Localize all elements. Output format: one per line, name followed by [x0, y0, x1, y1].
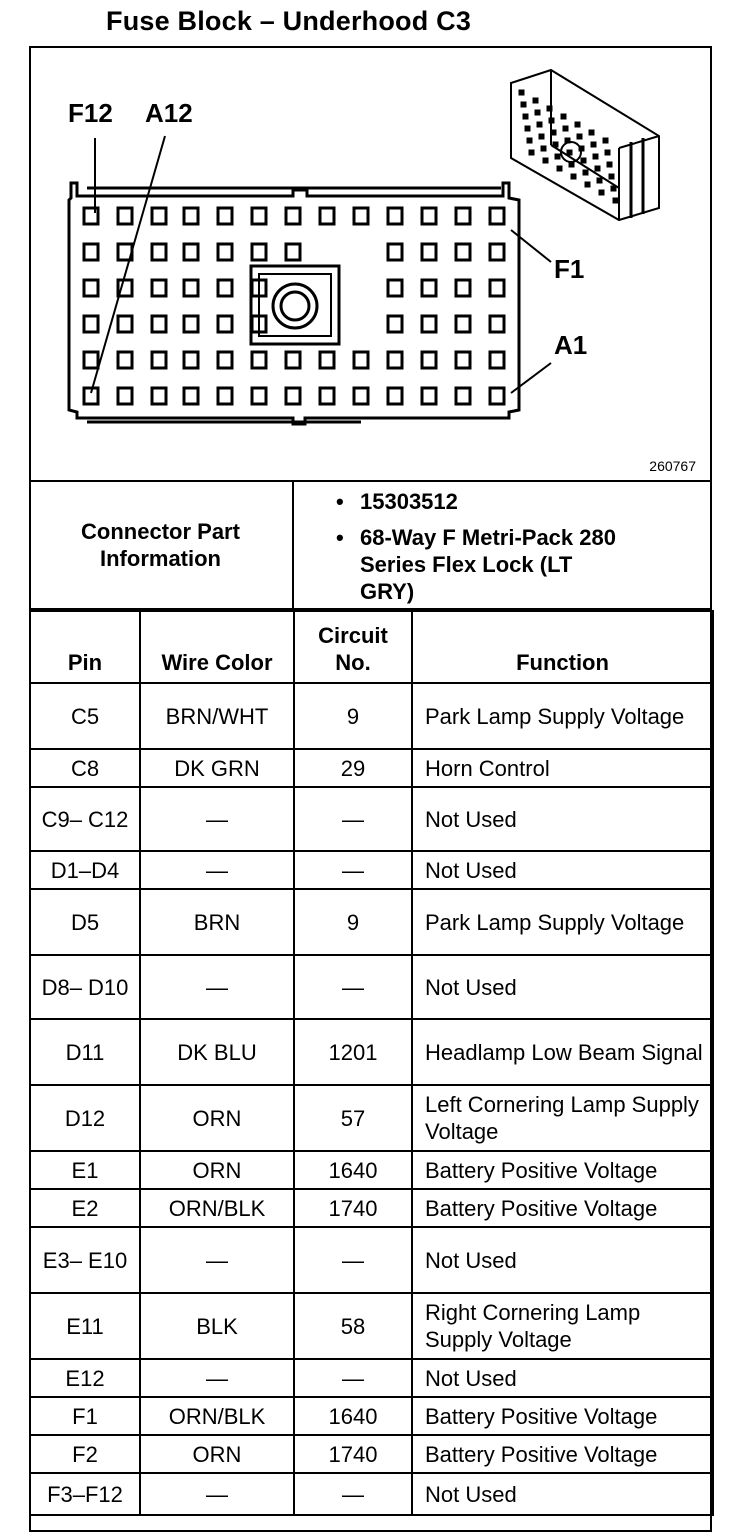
- wire-color-cell: —: [140, 1359, 294, 1397]
- pin-cavity: [184, 244, 198, 260]
- pin-cell: F1: [30, 1397, 140, 1435]
- pin-cavity: [388, 244, 402, 260]
- pin-cavity: [320, 388, 334, 404]
- pin-cavity: [286, 208, 300, 224]
- iso-cavity: [543, 158, 548, 163]
- pin-cavity: [490, 388, 504, 404]
- pin-cavity: [490, 244, 504, 260]
- pin-cell: D8– D10: [30, 955, 140, 1019]
- iso-cavity: [533, 98, 538, 103]
- pin-cavity: [388, 280, 402, 296]
- pin-cavity: [490, 280, 504, 296]
- iso-cavity: [539, 134, 544, 139]
- pin-cavity: [490, 208, 504, 224]
- circuit-cell: 57: [294, 1085, 412, 1151]
- pin-cavity: [286, 244, 300, 260]
- circuit-cell: —: [294, 1227, 412, 1293]
- pin-cavity: [118, 388, 132, 404]
- iso-cavity: [609, 174, 614, 179]
- table-row: [30, 787, 713, 851]
- pin-cell: D12: [30, 1085, 140, 1151]
- figure-id: 260767: [649, 458, 696, 474]
- iso-cavity: [523, 114, 528, 119]
- iso-cavity: [529, 150, 534, 155]
- pin-cavity: [152, 280, 166, 296]
- pin-cavity: [184, 280, 198, 296]
- iso-cavity: [547, 106, 552, 111]
- pin-cavity: [252, 208, 266, 224]
- iso-cavity: [613, 198, 618, 203]
- pin-cavity: [388, 388, 402, 404]
- wire-color-cell: ORN/BLK: [140, 1189, 294, 1227]
- iso-cavity: [575, 122, 580, 127]
- pin-cavity: [354, 352, 368, 368]
- col-wire-color-header: Wire Color: [140, 611, 294, 683]
- pin-cavity: [354, 388, 368, 404]
- pin-cell: D5: [30, 889, 140, 955]
- pin-cavity: [152, 352, 166, 368]
- col-function-header: Function: [412, 611, 713, 683]
- wire-color-cell: —: [140, 1473, 294, 1515]
- circuit-cell: —: [294, 1473, 412, 1515]
- table-row: [30, 1473, 713, 1515]
- pin-cavity: [252, 244, 266, 260]
- iso-cavity: [603, 138, 608, 143]
- iso-cavity: [553, 142, 558, 147]
- connector-part-info: [29, 480, 712, 610]
- wire-color-cell: —: [140, 955, 294, 1019]
- iso-cavity: [567, 150, 572, 155]
- pin-cavity: [118, 208, 132, 224]
- pin-cavity: [320, 352, 334, 368]
- pin-cavity: [388, 208, 402, 224]
- function-cell: Horn Control: [412, 749, 713, 787]
- iso-cavity: [591, 142, 596, 147]
- wire-color-cell: —: [140, 1227, 294, 1293]
- wire-color-cell: BRN: [140, 889, 294, 955]
- table-row: [30, 1085, 713, 1151]
- table-row: [30, 1293, 713, 1359]
- function-cell: Left Cornering Lamp Supply Voltage: [412, 1085, 713, 1151]
- pin-cavity: [456, 388, 470, 404]
- pin-cavity: [218, 208, 232, 224]
- iso-cavity: [589, 130, 594, 135]
- pin-cavity: [422, 316, 436, 332]
- pin-cavity: [456, 316, 470, 332]
- pin-cavity: [118, 352, 132, 368]
- circuit-cell: —: [294, 1359, 412, 1397]
- function-cell: Battery Positive Voltage: [412, 1151, 713, 1189]
- iso-cavity: [525, 126, 530, 131]
- pin-cell: E3– E10: [30, 1227, 140, 1293]
- pin-cavity: [422, 352, 436, 368]
- wire-color-cell: DK GRN: [140, 749, 294, 787]
- iso-cavity: [535, 110, 540, 115]
- iso-cavity: [605, 150, 610, 155]
- function-cell: Park Lamp Supply Voltage: [412, 889, 713, 955]
- circuit-cell: 1640: [294, 1397, 412, 1435]
- part-number: • 15303512: [334, 488, 630, 515]
- wire-color-cell: —: [140, 787, 294, 851]
- wire-color-cell: BLK: [140, 1293, 294, 1359]
- pin-cavity: [490, 352, 504, 368]
- iso-cavity: [607, 162, 612, 167]
- iso-cavity: [561, 114, 566, 119]
- pin-cell: E12: [30, 1359, 140, 1397]
- iso-cavity: [581, 158, 586, 163]
- pin-cavity: [422, 208, 436, 224]
- iso-cavity: [557, 166, 562, 171]
- connector-diagram: [31, 48, 710, 480]
- pin-cell: D1–D4: [30, 851, 140, 889]
- pin-cavity: [354, 208, 368, 224]
- circuit-cell: —: [294, 787, 412, 851]
- iso-cavity: [611, 186, 616, 191]
- pin-table-header: [30, 611, 713, 683]
- pin-cavity: [422, 244, 436, 260]
- iso-cavity: [595, 166, 600, 171]
- circuit-cell: 9: [294, 683, 412, 749]
- pin-cavity: [388, 316, 402, 332]
- pin-cavity: [218, 352, 232, 368]
- a12-leader-line: [91, 136, 165, 393]
- label-f12: F12: [68, 98, 113, 128]
- table-row: [30, 1435, 713, 1473]
- pin-cavity: [456, 244, 470, 260]
- connector-isometric-icon: [511, 70, 659, 220]
- pin-cavity: [184, 388, 198, 404]
- connector-info-details: [334, 488, 630, 614]
- pin-cell: E2: [30, 1189, 140, 1227]
- pin-cavity: [152, 316, 166, 332]
- pin-cavity: [184, 208, 198, 224]
- pin-cavity: [218, 244, 232, 260]
- pin-cavity: [218, 316, 232, 332]
- wire-color-cell: —: [140, 851, 294, 889]
- pin-cell: D11: [30, 1019, 140, 1085]
- function-cell: Not Used: [412, 787, 713, 851]
- circuit-cell: 1640: [294, 1151, 412, 1189]
- table-row: [30, 1397, 713, 1435]
- pin-cavity: [84, 244, 98, 260]
- iso-cavity: [541, 146, 546, 151]
- connector-description: • 68-Way F Metri-Pack 280 Series Flex Lock (LT GRY): [334, 524, 630, 605]
- wire-color-cell: ORN/BLK: [140, 1397, 294, 1435]
- iso-cavity: [565, 138, 570, 143]
- function-cell: Battery Positive Voltage: [412, 1435, 713, 1473]
- connector-face-drawing: [31, 48, 710, 480]
- iso-cavity: [519, 90, 524, 95]
- pin-cavity: [184, 316, 198, 332]
- iso-cavity: [579, 146, 584, 151]
- circuit-cell: 9: [294, 889, 412, 955]
- circuit-cell: —: [294, 851, 412, 889]
- pin-cavity: [118, 316, 132, 332]
- label-a12: A12: [145, 98, 193, 128]
- iso-cavity: [563, 126, 568, 131]
- pin-cavity: [218, 388, 232, 404]
- pin-cavity: [388, 352, 402, 368]
- pin-cavity: [218, 280, 232, 296]
- pin-cavity: [152, 244, 166, 260]
- connector-info-heading: Connector Part Information: [29, 482, 294, 608]
- iso-cavity: [599, 190, 604, 195]
- iso-cavity: [537, 122, 542, 127]
- table-row: [30, 1151, 713, 1189]
- pin-cell: F3–F12: [30, 1473, 140, 1515]
- table-row: [30, 889, 713, 955]
- table-row: [30, 1359, 713, 1397]
- pin-cell: C9– C12: [30, 787, 140, 851]
- function-cell: Park Lamp Supply Voltage: [412, 683, 713, 749]
- circuit-cell: 1740: [294, 1189, 412, 1227]
- function-cell: Not Used: [412, 955, 713, 1019]
- function-cell: Not Used: [412, 1359, 713, 1397]
- iso-cavity: [585, 182, 590, 187]
- pin-cavity: [456, 208, 470, 224]
- pin-cavity: [320, 208, 334, 224]
- pin-cavity: [252, 352, 266, 368]
- col-pin-header: Pin: [30, 611, 140, 683]
- iso-cavity: [597, 178, 602, 183]
- circuit-cell: 58: [294, 1293, 412, 1359]
- wire-color-cell: DK BLU: [140, 1019, 294, 1085]
- pin-cell: E1: [30, 1151, 140, 1189]
- function-cell: Battery Positive Voltage: [412, 1189, 713, 1227]
- iso-cavity: [571, 174, 576, 179]
- table-row: [30, 1227, 713, 1293]
- iso-cavity: [527, 138, 532, 143]
- circuit-cell: 29: [294, 749, 412, 787]
- table-row: [30, 955, 713, 1019]
- function-cell: Headlamp Low Beam Signal: [412, 1019, 713, 1085]
- circuit-cell: 1740: [294, 1435, 412, 1473]
- pin-cavity: [152, 388, 166, 404]
- function-cell: Not Used: [412, 1227, 713, 1293]
- circuit-cell: 1201: [294, 1019, 412, 1085]
- pin-cavity: [422, 388, 436, 404]
- label-a1: A1: [554, 330, 588, 360]
- iso-cavity: [593, 154, 598, 159]
- iso-cavity: [569, 162, 574, 167]
- table-row: [30, 683, 713, 749]
- iso-cavity: [555, 154, 560, 159]
- pin-cavity: [286, 388, 300, 404]
- pin-cavity: [84, 316, 98, 332]
- pin-cell: C5: [30, 683, 140, 749]
- f1-leader-line: [511, 230, 551, 262]
- table-row: [30, 1189, 713, 1227]
- function-cell: Not Used: [412, 851, 713, 889]
- pin-cavity: [456, 280, 470, 296]
- table-row: [30, 749, 713, 787]
- pin-cavity: [152, 208, 166, 224]
- wire-color-cell: ORN: [140, 1151, 294, 1189]
- circuit-cell: —: [294, 955, 412, 1019]
- iso-cavity: [549, 118, 554, 123]
- table-row: [30, 1019, 713, 1085]
- function-cell: Right Cornering Lamp Supply Voltage: [412, 1293, 713, 1359]
- pin-cell: C8: [30, 749, 140, 787]
- wire-color-cell: ORN: [140, 1085, 294, 1151]
- col-circuit-header: Circuit No.: [294, 611, 412, 683]
- a1-leader-line: [511, 363, 551, 393]
- iso-cavity: [583, 170, 588, 175]
- iso-cavity: [521, 102, 526, 107]
- pin-cavity: [422, 280, 436, 296]
- pin-table: [29, 610, 714, 1516]
- pin-cavity: [84, 352, 98, 368]
- iso-cavity: [551, 130, 556, 135]
- pin-cavity: [84, 280, 98, 296]
- function-cell: Battery Positive Voltage: [412, 1397, 713, 1435]
- label-f1: F1: [554, 254, 585, 284]
- pin-cavity: [456, 352, 470, 368]
- pin-cavity: [252, 388, 266, 404]
- pin-cavity: [286, 352, 300, 368]
- wire-color-cell: BRN/WHT: [140, 683, 294, 749]
- table-row: [30, 851, 713, 889]
- page-title: Fuse Block – Underhood C3: [106, 6, 472, 36]
- iso-cavity: [577, 134, 582, 139]
- function-cell: Not Used: [412, 1473, 713, 1515]
- pin-cavity: [490, 316, 504, 332]
- pin-cell: F2: [30, 1435, 140, 1473]
- wire-color-cell: ORN: [140, 1435, 294, 1473]
- center-bolt-inner: [281, 292, 309, 320]
- pin-cell: E11: [30, 1293, 140, 1359]
- pin-cavity-grid: [84, 208, 504, 404]
- pin-cavity: [184, 352, 198, 368]
